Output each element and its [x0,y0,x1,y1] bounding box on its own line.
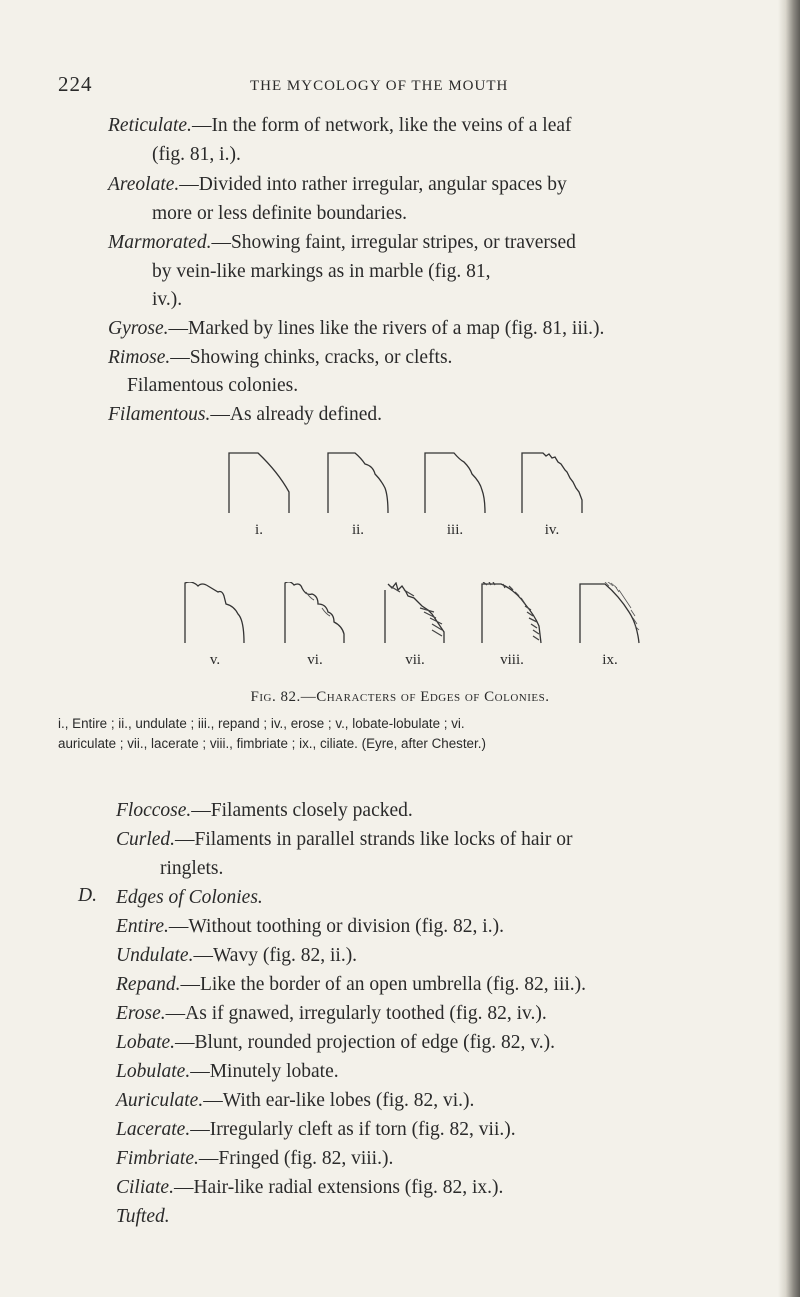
figure-caption: Fig. 82.—Characters of Edges of Colonies. [250,689,550,705]
edge-figure-ciliate [579,582,641,644]
edge-figure-fimbriate [481,582,543,644]
entry-undulate: Undulate.—Wavy (fig. 82, ii.). [116,945,358,966]
edge-figure-auriculate [284,582,346,644]
entry-filamentous: Filamentous.—As already defined. [108,404,383,425]
entry-areolate-cont: more or less definite boundaries. [152,203,408,224]
entry-curled-cont: ringlets. [160,858,224,879]
page-header [0,72,800,102]
entry-gyrose: Gyrose.—Marked by lines like the rivers of a map (fig. 81, iii.). [108,318,605,339]
figure-label-i: i. [255,522,263,538]
entry-tufted: Tufted. [116,1206,170,1227]
entry-rimose: Rimose.—Showing chinks, cracks, or clefts. [108,347,453,368]
edge-figure-lobate [184,582,246,644]
figure-label-ix: ix. [602,652,618,668]
edge-figure-repand [424,452,486,514]
entry-reticulate: Reticulate.—In the form of network, like the veins of a leaf [108,115,572,136]
section-heading-edges: Edges of Colonies. [116,887,263,908]
entry-areolate: Areolate.—Divided into rather irregular, angular spaces by [108,174,567,195]
entry-ciliate: Ciliate.—Hair-like radial extensions (fig. 82, ix.). [116,1177,504,1198]
entry-auriculate: Auriculate.—With ear-like lobes (fig. 82, vi.). [116,1090,475,1111]
entry-lacerate: Lacerate.—Irregularly cleft as if torn (fig. 82, vii.). [116,1119,516,1140]
entry-repand: Repand.—Like the border of an open umbrella (fig. 82, iii.). [116,974,587,995]
entry-lobulate: Lobulate.—Minutely lobate. [116,1061,339,1082]
entry-floccose: Floccose.—Filaments closely packed. [116,800,413,821]
entry-lobate: Lobate.—Blunt, rounded projection of edge (fig. 82, v.). [116,1032,556,1053]
edge-figure-undulate [327,452,389,514]
page-edge-shadow [778,0,800,1297]
figure-legend-line2: auriculate ; vii., lacerate ; viii., fimbriate ; ix., ciliate. (Eyre, after Chester.) [58,736,486,751]
entry-erose: Erose.—As if gnawed, irregularly toothed (fig. 82, iv.). [116,1003,547,1024]
entry-entire: Entire.—Without toothing or division (fig. 82, i.). [116,916,504,937]
figure-label-viii: viii. [500,652,524,668]
subheading-filamentous-colonies: Filamentous colonies. [127,375,299,396]
edge-figure-erose [521,452,583,514]
figure-label-v: v. [209,652,221,668]
figure-label-iii: iii. [446,522,464,538]
entry-reticulate-cont: (fig. 81, i.). [152,144,241,165]
figure-label-vii: vii. [405,652,425,668]
section-label-d: D. [78,885,97,906]
figure-legend [58,714,758,754]
edge-figure-lacerate [384,582,446,644]
entry-fimbriate: Fimbriate.—Fringed (fig. 82, viii.). [116,1148,394,1169]
figure-label-ii: ii. [351,522,365,538]
entry-marmorated: Marmorated.—Showing faint, irregular stripes, or traversed [108,232,576,253]
figure-label-vi: vi. [307,652,323,668]
entry-marmorated-cont2: iv.). [152,289,183,310]
figure-legend-line1: i., Entire ; ii., undulate ; iii., repand ; iv., erose ; v., lobate-lobulate ; vi. [58,716,465,731]
edge-figure-entire [228,452,290,514]
running-head: THE MYCOLOGY OF THE MOUTH [250,78,509,94]
entry-curled: Curled.—Filaments in parallel strands like locks of hair or [116,829,573,850]
figure-label-iv: iv. [544,522,560,538]
page-number: 224 [58,72,93,96]
entry-marmorated-cont1: by vein-like markings as in marble (fig. 81, [152,261,491,282]
